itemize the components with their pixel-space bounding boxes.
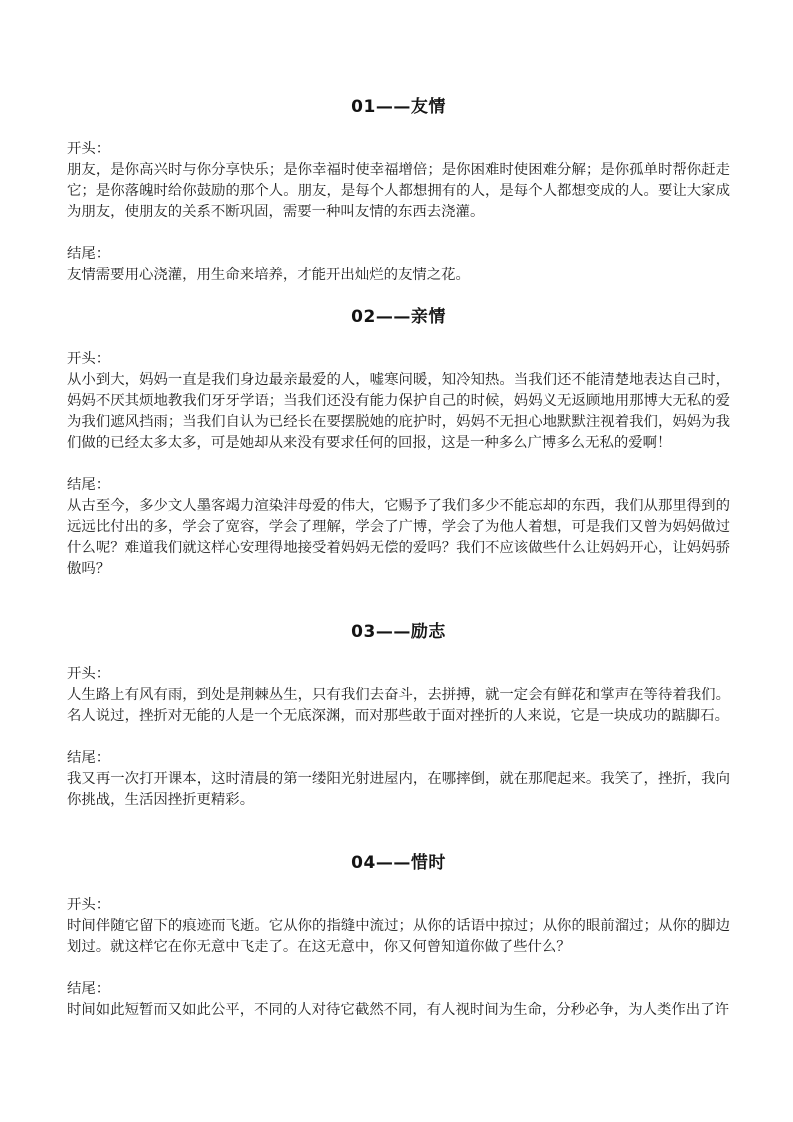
opening-paragraph: 人生路上有风有雨，到处是荆棘丛生，只有我们去奋斗，去拼搏，就一定会有鲜花和掌声在等待着我们。名人说过，挫折对无能的人是一个无底深渊，而对那些敢于面对挫折的人来说，它是一块成功的踮脚石。: [67, 687, 730, 724]
closing-paragraph: 时间如此短暂而又如此公平，不同的人对待它截然不同，有人视时间为生命，分秒必争，为人类作出了许: [67, 1002, 729, 1018]
section-title: 02——亲情: [351, 307, 446, 327]
section-friendship: [67, 97, 730, 286]
section-title: 04——惜时: [351, 853, 446, 873]
closing-paragraph: 从古至今，多少文人墨客竭力渲染沣母爱的伟大，它赐予了我们多少不能忘却的东西，我们从那里得到的远远比付出的多，学会了宽容，学会了理解，学会了广博，学会了为他人着想，可是我们又曾为妈妈做过什么呢？难道我们就这样心安理得地接受着妈妈无偿的爱吗？我们不应该做些什么让妈妈开心，让妈妈骄傲吗？: [67, 498, 730, 577]
opening-paragraph: 时间伴随它留下的痕迹而飞逝。它从你的指缝中流过；从你的话语中掠过；从你的眼前溜过；从你的脚边划过。就这样它在你无意中飞走了。在这无意中，你又何曾知道你做了些什么？: [67, 918, 730, 955]
closing-label: 结尾：: [67, 750, 111, 766]
closing-label: 结尾：: [67, 246, 111, 262]
opening-label: 开头：: [67, 666, 111, 682]
section-title: 03——励志: [351, 622, 446, 642]
opening-paragraph: 朋友，是你高兴时与你分享快乐；是你幸福时使幸福增倍；是你困难时使困难分解；是你孤单时帮你赶走它；是你落魄时给你鼓励的那个人。朋友，是每个人都想拥有的人，是每个人都想变成的人。要让大家成为朋友，使朋友的关系不断巩固，需要一种叫友情的东西去浇灌。: [67, 162, 730, 220]
opening-paragraph: 从小到大，妈妈一直是我们身边最亲最爱的人，嘘寒问暖，知冷知热。当我们还不能清楚地表达自己时，妈妈不厌其烦地教我们牙牙学语；当我们还没有能力保护自己的时候，妈妈义无返顾地用那博大无私的爱为我们遮风挡雨；当我们自认为已经长在要摆脱她的庇护时，妈妈不无担心地默默注视着我们，妈妈为我们做的已经太多太多，可是她却从来没有要求任何的回报，这是一种多么广博多么无私的爱啊！: [67, 372, 730, 451]
opening-label: 开头：: [67, 141, 111, 157]
section-cherish-time: [67, 853, 730, 1021]
opening-label: 开头：: [67, 351, 111, 367]
closing-paragraph: 友情需要用心浇灌，用生命来培养，才能开出灿烂的友情之花。: [67, 267, 470, 283]
closing-label: 结尾：: [67, 981, 111, 997]
section-title: 01——友情: [351, 97, 446, 117]
closing-label: 结尾：: [67, 477, 111, 493]
closing-paragraph: 我又再一次打开课本，这时清晨的第一缕阳光射进屋内，在哪摔倒，就在那爬起来。我笑了，挫折，我向你挑战，生活因挫折更精彩。: [67, 771, 730, 808]
section-family-love: [67, 307, 730, 580]
section-inspiration: [67, 622, 730, 811]
opening-label: 开头：: [67, 897, 111, 913]
